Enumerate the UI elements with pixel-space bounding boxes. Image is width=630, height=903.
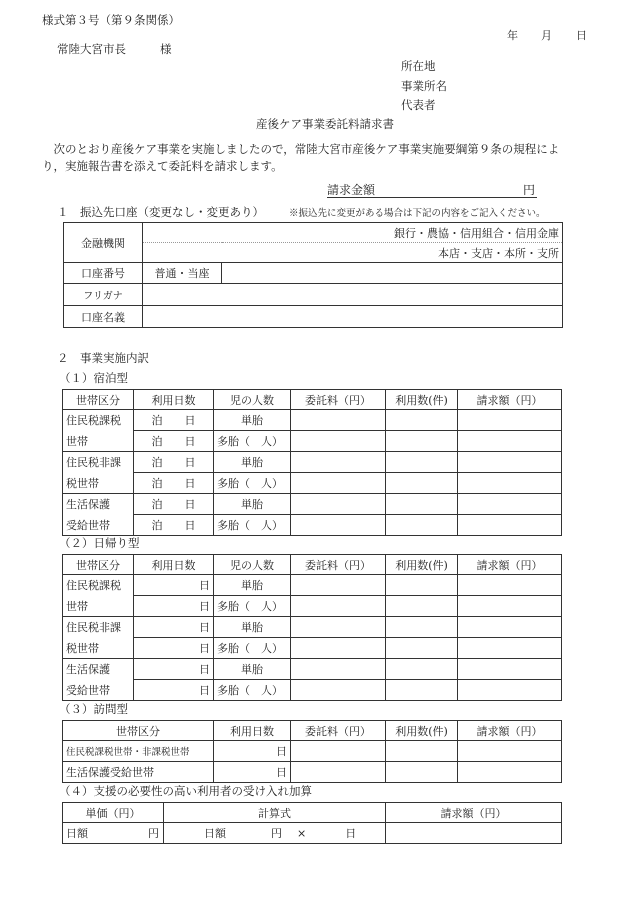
claim-cell[interactable] (458, 638, 562, 659)
fee-cell[interactable] (291, 515, 386, 536)
header-count: 利用数(件) (386, 555, 458, 575)
row-days[interactable]: 日 (134, 596, 214, 617)
count-cell[interactable] (386, 494, 458, 515)
row-category: 住民税課税世帯・非課税世帯 (63, 741, 214, 762)
count-cell[interactable] (386, 659, 458, 680)
table-row (63, 515, 562, 536)
table-row (63, 473, 562, 494)
fee-cell[interactable] (291, 410, 386, 431)
row-category: 住民税非課 (63, 452, 134, 473)
bank-table (63, 222, 563, 328)
row-days[interactable]: 日 (214, 741, 291, 762)
fee-cell[interactable] (291, 638, 386, 659)
header-category: 世帯区分 (63, 390, 134, 410)
account-name-label: 口座名義 (64, 306, 143, 328)
formula-yen: 円 (271, 827, 282, 840)
visit-header-row (63, 721, 562, 741)
count-cell[interactable] (386, 762, 458, 783)
table-row (63, 823, 562, 844)
formula-times: × (297, 827, 307, 840)
header-children: 児の人数 (214, 390, 291, 410)
day-header-row (63, 555, 562, 575)
date-day: 日 (576, 29, 587, 42)
row-children: 単胎 (214, 410, 291, 431)
row-days[interactable]: 日 (134, 638, 214, 659)
claim-cell[interactable] (458, 452, 562, 473)
row-children: 単胎 (214, 575, 291, 596)
applicant-office-label: 事業所名 (401, 79, 447, 93)
bank-types: 銀行・農協・信用組合・信用金庫 (143, 223, 563, 243)
row-children: 単胎 (214, 452, 291, 473)
count-cell[interactable] (386, 575, 458, 596)
header-unit-price: 単価（円） (63, 803, 164, 823)
row-children: 単胎 (214, 494, 291, 515)
claim-amount-label: 請求金額 (327, 183, 376, 197)
row-category: 税世帯 (63, 473, 134, 494)
count-cell[interactable] (386, 515, 458, 536)
row-children: 多胎（ 人） (214, 596, 291, 617)
row-category: 世帯 (63, 596, 134, 617)
row-category: 住民税課税 (63, 410, 134, 431)
stay-header-row (63, 390, 562, 410)
visit-heading: （３）訪問型 (59, 702, 128, 716)
body-text: 次のとおり産後ケア事業を実施しましたので，常陸大宮市産後ケア事業実施要綱第９条の規程により，実施報告書を添えて委託料を請求します。 (42, 142, 560, 173)
account-number-field[interactable] (222, 263, 563, 284)
header-fee: 委託料（円） (291, 555, 386, 575)
support-heading: （４）支援の必要性の高い利用者の受け入れ加算 (59, 784, 312, 798)
header-claim: 請求額（円） (458, 721, 562, 741)
header-days: 利用日数 (214, 721, 291, 741)
stay-heading: （１）宿泊型 (59, 371, 128, 385)
row-days[interactable]: 泊 日 (134, 515, 214, 536)
row-category: 受給世帯 (63, 680, 134, 701)
unit-price-cell[interactable] (63, 823, 164, 844)
row-category: 受給世帯 (63, 515, 134, 536)
table-row (63, 452, 562, 473)
bank-note: ※振込先に変更がある場合は下記の内容をご記入ください。 (289, 208, 546, 219)
fee-cell[interactable] (291, 617, 386, 638)
claim-cell[interactable] (458, 515, 562, 536)
claim-cell[interactable] (386, 823, 562, 844)
table-row (63, 638, 562, 659)
branch-types: 本店・支店・本所・支所 (143, 243, 563, 263)
row-children: 単胎 (214, 617, 291, 638)
claim-cell[interactable] (458, 596, 562, 617)
formula-label: 日額 (204, 827, 226, 840)
bank-heading: １ 振込先口座（変更なし・変更あり） (57, 205, 264, 219)
document-title: 産後ケア事業委託料請求書 (256, 117, 394, 131)
visit-table (62, 720, 562, 783)
claim-cell[interactable] (458, 617, 562, 638)
fee-cell[interactable] (291, 431, 386, 452)
day-heading: （２）日帰り型 (59, 536, 140, 550)
header-fee: 委託料（円） (291, 390, 386, 410)
header-claim: 請求額（円） (458, 390, 562, 410)
addressee-honorific: 様 (160, 42, 172, 56)
row-category: 税世帯 (63, 638, 134, 659)
header-formula: 計算式 (164, 803, 386, 823)
header-days: 利用日数 (134, 390, 214, 410)
stay-table (62, 389, 562, 536)
row-children: 多胎（ 人） (214, 473, 291, 494)
row-days[interactable]: 日 (134, 659, 214, 680)
addressee-name: 常陸大宮市長 (57, 42, 126, 56)
header-fee: 委託料（円） (291, 721, 386, 741)
claim-amount-unit: 円 (522, 183, 535, 197)
fee-cell[interactable] (291, 494, 386, 515)
institution-label: 金融機関 (64, 223, 143, 263)
account-type: 普通・当座 (143, 263, 222, 284)
row-children: 多胎（ 人） (214, 515, 291, 536)
claim-cell[interactable] (458, 575, 562, 596)
claim-cell[interactable] (458, 680, 562, 701)
count-cell[interactable] (386, 680, 458, 701)
table-row (63, 680, 562, 701)
date-month: 月 (541, 29, 552, 42)
claim-cell[interactable] (458, 494, 562, 515)
row-children: 多胎（ 人） (214, 638, 291, 659)
row-category: 世帯 (63, 431, 134, 452)
applicant-address-label: 所在地 (401, 59, 436, 73)
count-cell[interactable] (386, 617, 458, 638)
row-days[interactable]: 泊 日 (134, 410, 214, 431)
table-row (63, 741, 562, 762)
table-row (63, 431, 562, 452)
header-category: 世帯区分 (63, 721, 214, 741)
fee-cell[interactable] (291, 575, 386, 596)
row-days[interactable]: 日 (214, 762, 291, 783)
table-row (63, 410, 562, 431)
claim-cell[interactable] (458, 762, 562, 783)
claim-cell[interactable] (458, 741, 562, 762)
header-children: 児の人数 (214, 555, 291, 575)
row-children: 単胎 (214, 659, 291, 680)
count-cell[interactable] (386, 473, 458, 494)
header-days: 利用日数 (134, 555, 214, 575)
table-row (63, 659, 562, 680)
fee-cell[interactable] (291, 473, 386, 494)
header-count: 利用数(件) (386, 721, 458, 741)
row-days[interactable]: 泊 日 (134, 494, 214, 515)
formula-cell[interactable] (164, 823, 386, 844)
row-category: 住民税非課 (63, 617, 134, 638)
claim-cell[interactable] (458, 473, 562, 494)
table-row (63, 762, 562, 783)
fee-cell[interactable] (291, 659, 386, 680)
furigana-label: フリガナ (64, 284, 143, 306)
row-category: 生活保護 (63, 494, 134, 515)
breakdown-heading: ２ 事業実施内訳 (57, 351, 149, 365)
claim-cell[interactable] (458, 410, 562, 431)
header-category: 世帯区分 (63, 555, 134, 575)
table-row (63, 596, 562, 617)
header-claim: 請求額（円） (386, 803, 562, 823)
claim-cell[interactable] (458, 431, 562, 452)
fee-cell[interactable] (291, 452, 386, 473)
count-cell[interactable] (386, 410, 458, 431)
claim-amount-line (327, 183, 537, 198)
fee-cell[interactable] (291, 596, 386, 617)
row-category: 生活保護 (63, 659, 134, 680)
account-name-field[interactable] (143, 306, 563, 328)
row-children: 多胎（ 人） (214, 431, 291, 452)
row-days[interactable]: 日 (134, 680, 214, 701)
form-number: 様式第３号（第９条関係） (42, 13, 180, 27)
unit-price-label: 日額 (66, 827, 88, 840)
count-cell[interactable] (386, 452, 458, 473)
fee-cell[interactable] (291, 762, 386, 783)
support-header-row (63, 803, 562, 823)
row-category: 生活保護受給世帯 (63, 762, 214, 783)
count-cell[interactable] (386, 596, 458, 617)
row-days[interactable]: 泊 日 (134, 431, 214, 452)
row-days[interactable]: 泊 日 (134, 473, 214, 494)
row-days[interactable]: 日 (134, 575, 214, 596)
table-row (63, 575, 562, 596)
account-number-label: 口座番号 (64, 263, 143, 284)
count-cell[interactable] (386, 431, 458, 452)
header-count: 利用数(件) (386, 390, 458, 410)
table-row (63, 494, 562, 515)
formula-day: 日 (345, 827, 357, 840)
row-days[interactable]: 泊 日 (134, 452, 214, 473)
support-table (62, 802, 562, 844)
row-children: 多胎（ 人） (214, 680, 291, 701)
fee-cell[interactable] (291, 741, 386, 762)
fee-cell[interactable] (291, 680, 386, 701)
unit-price-unit: 円 (148, 827, 159, 840)
applicant-representative-label: 代表者 (401, 98, 436, 112)
count-cell[interactable] (386, 741, 458, 762)
header-claim: 請求額（円） (458, 555, 562, 575)
day-table (62, 554, 562, 701)
count-cell[interactable] (386, 638, 458, 659)
furigana-field[interactable] (143, 284, 563, 306)
claim-cell[interactable] (458, 659, 562, 680)
table-row (63, 617, 562, 638)
row-category: 住民税課税 (63, 575, 134, 596)
date-year: 年 (507, 29, 518, 42)
row-days[interactable]: 日 (134, 617, 214, 638)
